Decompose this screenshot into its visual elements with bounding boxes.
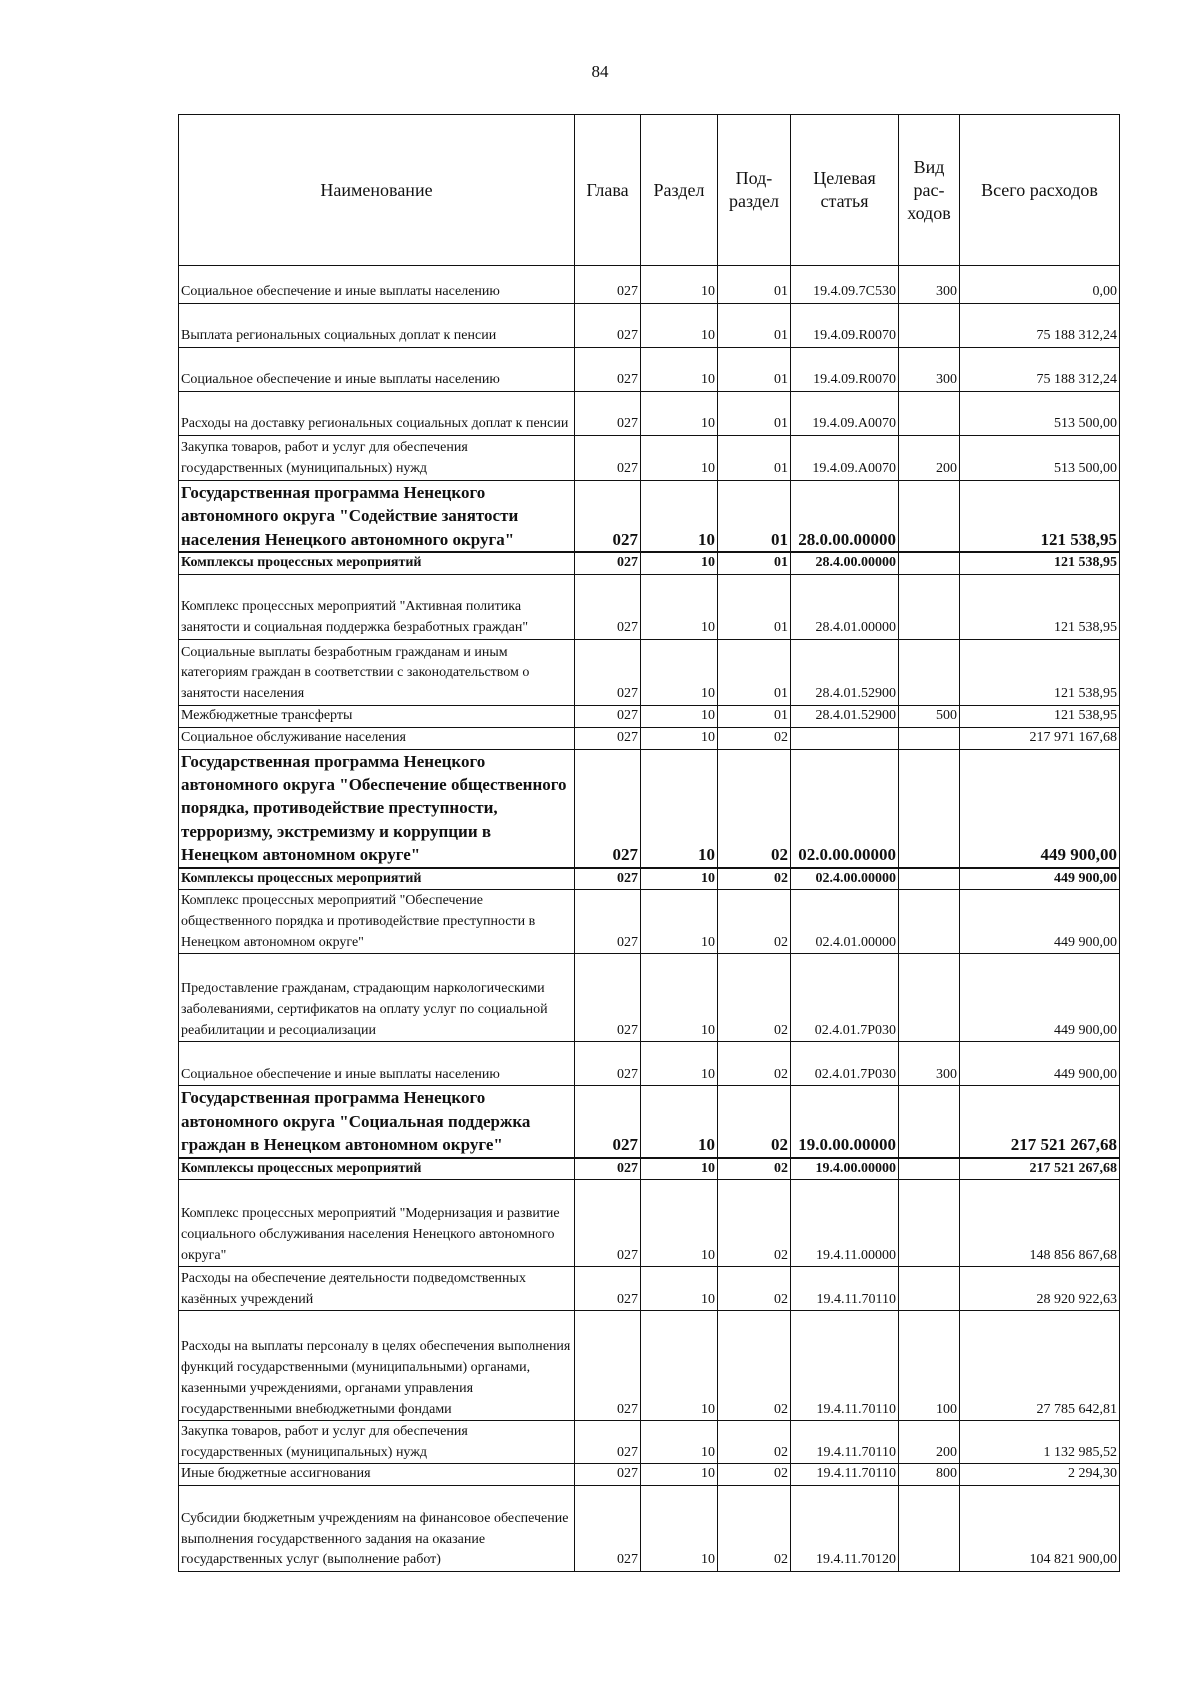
cell-name: Социальное обеспечение и иные выплаты населению xyxy=(179,1042,575,1086)
cell-vid-rashodov xyxy=(899,749,960,868)
cell-glava: 027 xyxy=(575,890,641,954)
cell-total: 1 132 985,52 xyxy=(960,1421,1120,1464)
cell-total: 217 521 267,68 xyxy=(960,1086,1120,1158)
cell-celevaya-statya: 02.4.00.00000 xyxy=(791,868,899,890)
cell-total: 217 971 167,68 xyxy=(960,727,1120,749)
cell-podrazdel: 02 xyxy=(718,1158,791,1180)
table-row xyxy=(179,1267,1120,1311)
cell-podrazdel: 01 xyxy=(718,392,791,436)
cell-podrazdel: 01 xyxy=(718,481,791,553)
cell-razdel: 10 xyxy=(641,1158,718,1180)
cell-total: 27 785 642,81 xyxy=(960,1311,1120,1421)
cell-glava: 027 xyxy=(575,1042,641,1086)
cell-vid-rashodov: 200 xyxy=(899,1421,960,1464)
cell-glava: 027 xyxy=(575,727,641,749)
cell-razdel: 10 xyxy=(641,348,718,392)
cell-podrazdel: 02 xyxy=(718,1267,791,1311)
table-row xyxy=(179,1180,1120,1267)
cell-razdel: 10 xyxy=(641,552,718,574)
cell-razdel: 10 xyxy=(641,392,718,436)
cell-celevaya-statya: 02.4.01.7Р030 xyxy=(791,1042,899,1086)
table-row xyxy=(179,552,1120,574)
cell-razdel: 10 xyxy=(641,1267,718,1311)
cell-glava: 027 xyxy=(575,1486,641,1572)
cell-vid-rashodov xyxy=(899,1486,960,1572)
cell-celevaya-statya: 19.4.11.70110 xyxy=(791,1421,899,1464)
table-row xyxy=(179,749,1120,868)
cell-razdel: 10 xyxy=(641,727,718,749)
cell-celevaya-statya: 28.4.01.52900 xyxy=(791,706,899,728)
header-vid-rashodov: Вид рас-ходов xyxy=(899,115,960,266)
cell-razdel: 10 xyxy=(641,575,718,640)
cell-vid-rashodov: 800 xyxy=(899,1464,960,1486)
cell-podrazdel: 02 xyxy=(718,1180,791,1267)
cell-glava: 027 xyxy=(575,1464,641,1486)
cell-name: Расходы на выплаты персоналу в целях обеспечения выполнения функций государственными (муниципальными) органами, казенными учреждениями, органами управления государственными внебюджетными фондами xyxy=(179,1311,575,1421)
cell-razdel: 10 xyxy=(641,436,718,481)
cell-total: 28 920 922,63 xyxy=(960,1267,1120,1311)
cell-celevaya-statya: 28.4.01.52900 xyxy=(791,640,899,706)
cell-celevaya-statya: 19.4.11.70110 xyxy=(791,1267,899,1311)
cell-glava: 027 xyxy=(575,706,641,728)
cell-podrazdel: 02 xyxy=(718,727,791,749)
cell-celevaya-statya: 19.4.09.7С530 xyxy=(791,266,899,304)
cell-name: Иные бюджетные ассигнования xyxy=(179,1464,575,1486)
cell-vid-rashodov xyxy=(899,890,960,954)
budget-table xyxy=(178,114,1120,1572)
cell-vid-rashodov xyxy=(899,304,960,348)
table-row xyxy=(179,304,1120,348)
cell-vid-rashodov: 100 xyxy=(899,1311,960,1421)
table-row xyxy=(179,1464,1120,1486)
cell-vid-rashodov xyxy=(899,481,960,553)
cell-name: Предоставление гражданам, страдающим наркологическими заболеваниями, сертификатов на оплату услуг по социальной реабилитации и ресоциализации xyxy=(179,954,575,1042)
cell-vid-rashodov xyxy=(899,392,960,436)
cell-glava: 027 xyxy=(575,1086,641,1158)
cell-podrazdel: 01 xyxy=(718,266,791,304)
cell-vid-rashodov xyxy=(899,640,960,706)
table-row xyxy=(179,640,1120,706)
cell-razdel: 10 xyxy=(641,640,718,706)
cell-vid-rashodov: 500 xyxy=(899,706,960,728)
cell-total: 513 500,00 xyxy=(960,392,1120,436)
cell-name: Государственная программа Ненецкого автономного округа "Содействие занятости населения Ненецкого автономного округа" xyxy=(179,481,575,553)
cell-celevaya-statya: 19.4.09.R0070 xyxy=(791,304,899,348)
table-row xyxy=(179,890,1120,954)
cell-razdel: 10 xyxy=(641,890,718,954)
cell-glava: 027 xyxy=(575,304,641,348)
cell-podrazdel: 01 xyxy=(718,575,791,640)
cell-name: Закупка товаров, работ и услуг для обеспечения государственных (муниципальных) нужд xyxy=(179,1421,575,1464)
header-podrazdel: Под-раздел xyxy=(718,115,791,266)
page-number: 84 xyxy=(591,62,609,81)
cell-vid-rashodov: 300 xyxy=(899,348,960,392)
cell-razdel: 10 xyxy=(641,1486,718,1572)
cell-glava: 027 xyxy=(575,1311,641,1421)
cell-glava: 027 xyxy=(575,1158,641,1180)
header-name: Наименование xyxy=(179,115,575,266)
cell-podrazdel: 02 xyxy=(718,749,791,868)
cell-razdel: 10 xyxy=(641,1421,718,1464)
cell-celevaya-statya: 28.0.00.00000 xyxy=(791,481,899,553)
table-row xyxy=(179,1311,1120,1421)
cell-name: Социальное обеспечение и иные выплаты населению xyxy=(179,348,575,392)
cell-razdel: 10 xyxy=(641,1311,718,1421)
cell-total: 121 538,95 xyxy=(960,481,1120,553)
table-row xyxy=(179,575,1120,640)
cell-podrazdel: 02 xyxy=(718,1486,791,1572)
cell-total: 449 900,00 xyxy=(960,890,1120,954)
table-row xyxy=(179,727,1120,749)
cell-celevaya-statya: 19.4.09.А0070 xyxy=(791,436,899,481)
cell-razdel: 10 xyxy=(641,868,718,890)
cell-razdel: 10 xyxy=(641,1086,718,1158)
cell-name: Межбюджетные трансферты xyxy=(179,706,575,728)
cell-glava: 027 xyxy=(575,392,641,436)
cell-vid-rashodov: 300 xyxy=(899,266,960,304)
cell-razdel: 10 xyxy=(641,954,718,1042)
header-celevaya-statya: Целевая статья xyxy=(791,115,899,266)
cell-podrazdel: 02 xyxy=(718,1311,791,1421)
cell-glava: 027 xyxy=(575,552,641,574)
cell-total: 148 856 867,68 xyxy=(960,1180,1120,1267)
cell-glava: 027 xyxy=(575,749,641,868)
cell-podrazdel: 02 xyxy=(718,868,791,890)
cell-razdel: 10 xyxy=(641,1180,718,1267)
table-row xyxy=(179,392,1120,436)
table-row xyxy=(179,1158,1120,1180)
cell-glava: 027 xyxy=(575,481,641,553)
cell-celevaya-statya: 19.4.11.70120 xyxy=(791,1486,899,1572)
cell-celevaya-statya: 02.4.01.00000 xyxy=(791,890,899,954)
cell-celevaya-statya: 28.4.00.00000 xyxy=(791,552,899,574)
cell-podrazdel: 02 xyxy=(718,890,791,954)
cell-podrazdel: 01 xyxy=(718,304,791,348)
cell-podrazdel: 01 xyxy=(718,348,791,392)
cell-podrazdel: 02 xyxy=(718,954,791,1042)
cell-total: 121 538,95 xyxy=(960,552,1120,574)
cell-celevaya-statya: 19.4.11.00000 xyxy=(791,1180,899,1267)
cell-razdel: 10 xyxy=(641,304,718,348)
cell-total: 0,00 xyxy=(960,266,1120,304)
header-glava: Глава xyxy=(575,115,641,266)
cell-vid-rashodov xyxy=(899,575,960,640)
cell-vid-rashodov: 300 xyxy=(899,1042,960,1086)
cell-celevaya-statya: 19.4.11.70110 xyxy=(791,1311,899,1421)
table-row xyxy=(179,1421,1120,1464)
table-row xyxy=(179,954,1120,1042)
cell-name: Расходы на доставку региональных социальных доплат к пенсии xyxy=(179,392,575,436)
cell-podrazdel: 02 xyxy=(718,1042,791,1086)
cell-total: 121 538,95 xyxy=(960,575,1120,640)
table-row xyxy=(179,266,1120,304)
table-row xyxy=(179,706,1120,728)
cell-total: 449 900,00 xyxy=(960,954,1120,1042)
cell-celevaya-statya: 19.0.00.00000 xyxy=(791,1086,899,1158)
cell-glava: 027 xyxy=(575,348,641,392)
cell-vid-rashodov xyxy=(899,1086,960,1158)
cell-vid-rashodov xyxy=(899,1158,960,1180)
table-header-row xyxy=(179,115,1120,266)
cell-podrazdel: 01 xyxy=(718,640,791,706)
cell-name: Закупка товаров, работ и услуг для обеспечения государственных (муниципальных) нужд xyxy=(179,436,575,481)
cell-podrazdel: 02 xyxy=(718,1464,791,1486)
table-row xyxy=(179,1086,1120,1158)
cell-vid-rashodov xyxy=(899,727,960,749)
cell-name: Социальное обеспечение и иные выплаты населению xyxy=(179,266,575,304)
header-total: Всего расходов xyxy=(960,115,1120,266)
cell-podrazdel: 02 xyxy=(718,1086,791,1158)
cell-name: Комплексы процессных мероприятий xyxy=(179,868,575,890)
table-row xyxy=(179,348,1120,392)
cell-vid-rashodov xyxy=(899,1267,960,1311)
cell-total: 121 538,95 xyxy=(960,706,1120,728)
cell-razdel: 10 xyxy=(641,1464,718,1486)
table-row xyxy=(179,1486,1120,1572)
cell-celevaya-statya: 19.4.11.70110 xyxy=(791,1464,899,1486)
cell-name: Расходы на обеспечение деятельности подведомственных казённых учреждений xyxy=(179,1267,575,1311)
cell-total: 75 188 312,24 xyxy=(960,304,1120,348)
cell-total: 2 294,30 xyxy=(960,1464,1120,1486)
cell-celevaya-statya: 02.4.01.7Р030 xyxy=(791,954,899,1042)
cell-vid-rashodov: 200 xyxy=(899,436,960,481)
cell-glava: 027 xyxy=(575,1180,641,1267)
cell-razdel: 10 xyxy=(641,749,718,868)
cell-total: 449 900,00 xyxy=(960,1042,1120,1086)
cell-name: Государственная программа Ненецкого автономного округа "Обеспечение общественного порядка, противодействие преступности, терроризму, экстремизму и коррупции в Ненецком автономном округе" xyxy=(179,749,575,868)
cell-name: Комплекс процессных мероприятий "Модернизация и развитие социального обслуживания населения Ненецкого автономного округа" xyxy=(179,1180,575,1267)
cell-vid-rashodov xyxy=(899,552,960,574)
cell-podrazdel: 01 xyxy=(718,706,791,728)
table-row xyxy=(179,868,1120,890)
cell-total: 217 521 267,68 xyxy=(960,1158,1120,1180)
cell-total: 449 900,00 xyxy=(960,868,1120,890)
cell-podrazdel: 01 xyxy=(718,436,791,481)
cell-podrazdel: 01 xyxy=(718,552,791,574)
cell-vid-rashodov xyxy=(899,1180,960,1267)
cell-glava: 027 xyxy=(575,436,641,481)
cell-razdel: 10 xyxy=(641,266,718,304)
cell-name: Государственная программа Ненецкого автономного округа "Социальная поддержка граждан в Ненецком автономном округе" xyxy=(179,1086,575,1158)
cell-glava: 027 xyxy=(575,640,641,706)
table-body xyxy=(179,266,1120,1572)
cell-total: 104 821 900,00 xyxy=(960,1486,1120,1572)
cell-celevaya-statya: 19.4.00.00000 xyxy=(791,1158,899,1180)
cell-celevaya-statya: 19.4.09.А0070 xyxy=(791,392,899,436)
cell-name: Социальное обслуживание населения xyxy=(179,727,575,749)
cell-glava: 027 xyxy=(575,266,641,304)
cell-vid-rashodov xyxy=(899,954,960,1042)
cell-total: 513 500,00 xyxy=(960,436,1120,481)
cell-vid-rashodov xyxy=(899,868,960,890)
header-razdel: Раздел xyxy=(641,115,718,266)
cell-glava: 027 xyxy=(575,1267,641,1311)
cell-razdel: 10 xyxy=(641,706,718,728)
cell-total: 121 538,95 xyxy=(960,640,1120,706)
cell-name: Выплата региональных социальных доплат к пенсии xyxy=(179,304,575,348)
cell-name: Комплексы процессных мероприятий xyxy=(179,552,575,574)
table-row xyxy=(179,436,1120,481)
table-row xyxy=(179,1042,1120,1086)
cell-glava: 027 xyxy=(575,868,641,890)
cell-glava: 027 xyxy=(575,1421,641,1464)
cell-celevaya-statya: 28.4.01.00000 xyxy=(791,575,899,640)
cell-name: Субсидии бюджетным учреждениям на финансовое обеспечение выполнения государственного задания на оказание государственных услуг (выполнение работ) xyxy=(179,1486,575,1572)
table-row xyxy=(179,481,1120,553)
cell-celevaya-statya: 02.0.00.00000 xyxy=(791,749,899,868)
cell-celevaya-statya: 19.4.09.R0070 xyxy=(791,348,899,392)
cell-name: Комплекс процессных мероприятий "Активная политика занятости и социальная поддержка безработных граждан" xyxy=(179,575,575,640)
cell-total: 75 188 312,24 xyxy=(960,348,1120,392)
cell-razdel: 10 xyxy=(641,481,718,553)
cell-podrazdel: 02 xyxy=(718,1421,791,1464)
cell-name: Социальные выплаты безработным гражданам и иным категориям граждан в соответствии с законодательством о занятости населения xyxy=(179,640,575,706)
cell-razdel: 10 xyxy=(641,1042,718,1086)
cell-glava: 027 xyxy=(575,954,641,1042)
cell-celevaya-statya xyxy=(791,727,899,749)
cell-name: Комплекс процессных мероприятий "Обеспечение общественного порядка и противодействие преступности в Ненецком автономном округе" xyxy=(179,890,575,954)
cell-total: 449 900,00 xyxy=(960,749,1120,868)
cell-name: Комплексы процессных мероприятий xyxy=(179,1158,575,1180)
cell-glava: 027 xyxy=(575,575,641,640)
